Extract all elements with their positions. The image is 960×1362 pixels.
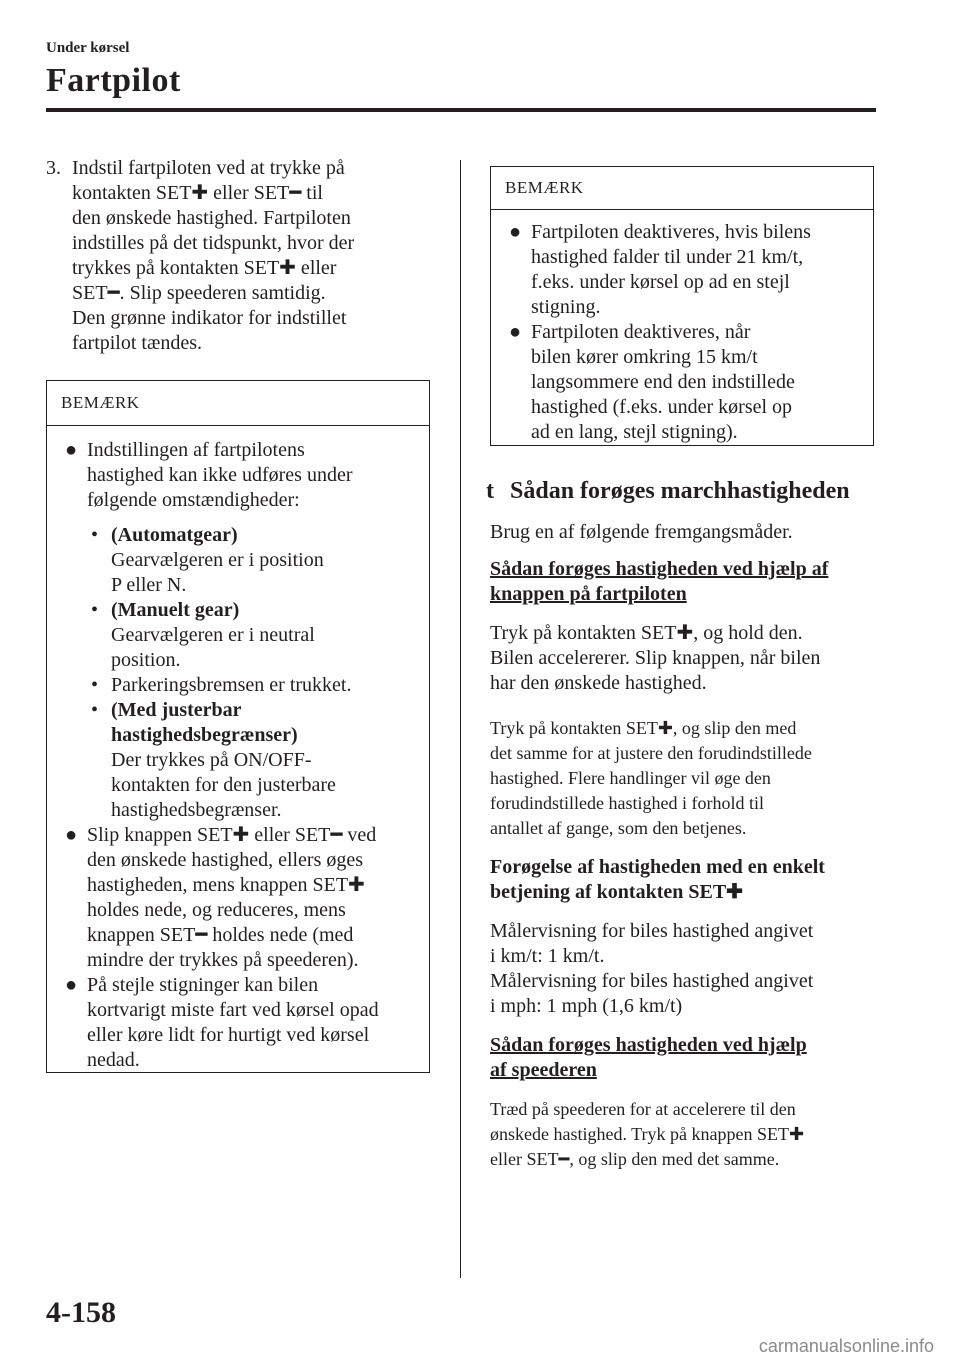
note-line: hastighedsbegrænser. (111, 799, 282, 821)
bullet-dot-icon: • (91, 674, 99, 696)
note-line: hastighed (f.eks. under kørsel op (531, 396, 793, 418)
note-subbullet (61, 673, 415, 698)
note-line: Der trykkes på ON/OFF- (111, 749, 312, 771)
note-heading: BEMÆRK (491, 167, 873, 210)
note-line: følgende omstændigheder: (87, 489, 300, 511)
note-line: langsommere end den indstillede (531, 371, 795, 393)
watermark: carmanualsonline.info (758, 1336, 934, 1356)
note-line: Parkeringsbremsen er trukket. (111, 674, 352, 696)
step-line: fartpilot tændes. (72, 332, 202, 354)
step-text (72, 156, 422, 356)
bullet-dot-icon: ● (509, 321, 522, 343)
note-subtitle: (Automatgear) (111, 524, 238, 546)
paragraph-line: Tryk på kontakten SET✚, og slip den med (490, 718, 797, 738)
note-line: kortvarigt miste fart ved kørsel opad (87, 999, 379, 1021)
note-line: holdes nede, og reduceres, mens (87, 899, 346, 921)
bullet-dot-icon: ● (65, 824, 78, 846)
step-line: Indstil fartpiloten ved at trykke på (72, 157, 345, 179)
note-line: eller køre lidt for hurtigt ved kørsel (87, 1024, 370, 1046)
bullet-dot-icon: • (91, 599, 99, 621)
note-line: Fartpiloten deaktiveres, når (531, 321, 751, 343)
note-line: knappen SET━ holdes nede (med (87, 924, 354, 946)
paragraph-line: forudindstillede hastighed i forhold til (490, 793, 764, 813)
step-line: den ønskede hastighed. Fartpiloten (72, 207, 351, 229)
bullet-dot-icon: ● (509, 221, 522, 243)
section-heading (486, 478, 850, 505)
paragraph-line: Målervisning for biles hastighed angivet (490, 970, 814, 992)
note-line: mindre der trykkes på speederen). (87, 949, 359, 971)
paragraph-line: eller SET━, og slip den med det samme. (490, 1149, 780, 1169)
paragraph-line: i km/t: 1 km/t. (490, 945, 605, 967)
note-line: På stejle stigninger kan bilen (87, 974, 319, 996)
note-line: bilen kører omkring 15 km/t (531, 346, 758, 368)
subheading-line: af speederen (490, 1059, 597, 1081)
paragraph-line: har den ønskede hastighed. (490, 672, 707, 694)
note-subtitle: hastighedsbegrænser) (111, 724, 298, 746)
note-line: stigning. (531, 296, 601, 318)
bold-heading-line: Forøgelse af hastigheden med en enkelt (490, 856, 825, 878)
note-line: ad en lang, stejl stigning). (531, 421, 738, 443)
step-line: indstilles på det tidspunkt, hvor der (72, 232, 355, 254)
bullet-dot-icon: ● (65, 974, 78, 996)
column-divider (460, 160, 461, 1278)
step-line: SET━. Slip speederen samtidig. (72, 282, 326, 304)
paragraph-tap (490, 716, 880, 841)
note-subbullet (61, 698, 415, 823)
note-line: Gearvælgeren er i neutral (111, 624, 315, 646)
bullet-dot-icon: • (91, 699, 99, 721)
note-line: Fartpiloten deaktiveres, hvis bilens (531, 221, 811, 243)
bold-heading-line: betjening af kontakten SET✚ (490, 881, 743, 903)
note-line: hastighed falder til under 21 km/t, (531, 246, 804, 268)
note-subbullet (61, 523, 415, 598)
note-line: Slip knappen SET✚ eller SET━ ved (87, 824, 377, 846)
note-bullet (505, 320, 859, 445)
note-heading: BEMÆRK (47, 381, 429, 426)
paragraph-line: hastighed. Flere handlinger vil øge den (490, 768, 771, 788)
note-box-left (46, 380, 430, 1073)
paragraph-line: i mph: 1 mph (1,6 km/t) (490, 995, 683, 1017)
paragraph-line: ønskede hastighed. Tryk på knappen SET✚ (490, 1124, 805, 1144)
section-heading-text: Sådan forøges marchhastigheden (510, 478, 850, 504)
paragraph-line: det samme for at justere den forudindstillede (490, 743, 812, 763)
paragraph-line: antallet af gange, som den betjenes. (490, 818, 747, 838)
title-rule (46, 108, 876, 112)
section-label: Under kørsel (46, 40, 130, 56)
bold-heading-single-press (490, 855, 880, 905)
note-box-right (490, 166, 874, 446)
note-subtitle: (Manuelt gear) (111, 599, 240, 621)
note-line: Indstillingen af fartpilotens (87, 439, 305, 461)
note-subbullet (61, 598, 415, 673)
note-body (491, 210, 873, 445)
note-subtitle: (Med justerbar (111, 699, 242, 721)
step-number: 3. (46, 157, 61, 179)
note-line: kontakten for den justerbare (111, 774, 336, 796)
note-line: position. (111, 649, 181, 671)
step-line: kontakten SET✚ eller SET━ til (72, 182, 323, 204)
paragraph-display (490, 919, 880, 1019)
note-line: hastighed kan ikke udføres under (87, 464, 353, 486)
note-line: Gearvælgeren er i position (111, 549, 324, 571)
bullet-dot-icon: ● (65, 439, 78, 461)
subheading-button-method (490, 557, 880, 607)
paragraph-accelerator (490, 1097, 880, 1172)
intro-text: Brug en af følgende fremgangsmåder. (490, 521, 793, 543)
note-bullet (505, 220, 859, 320)
paragraph-line: Bilen accelererer. Slip knappen, når bilen (490, 647, 821, 669)
page-number: 4-158 (46, 1296, 116, 1329)
note-line: f.eks. under kørsel op ad en stejl (531, 271, 790, 293)
subheading-line: Sådan forøges hastigheden ved hjælp af (490, 558, 829, 580)
note-line: hastigheden, mens knappen SET✚ (87, 874, 365, 896)
section-marker-icon: t (486, 478, 494, 504)
note-line: den ønskede hastighed, ellers øges (87, 849, 364, 871)
subheading-line: Sådan forøges hastigheden ved hjælp (490, 1034, 807, 1056)
note-body (47, 426, 429, 1073)
bullet-dot-icon: • (91, 524, 99, 546)
paragraph-line: Træd på speederen for at accelerere til den (490, 1099, 796, 1119)
subheading-line: knappen på fartpiloten (490, 583, 687, 605)
paragraph-line: Tryk på kontakten SET✚, og hold den. (490, 622, 803, 644)
note-bullet (61, 973, 415, 1073)
right-column-content (490, 520, 880, 1172)
paragraph-line: Målervisning for biles hastighed angivet (490, 920, 814, 942)
page-title: Fartpilot (46, 62, 181, 99)
note-line: nedad. (87, 1049, 140, 1071)
note-line: P eller N. (111, 574, 187, 596)
paragraph-hold (490, 621, 880, 696)
step-line: Den grønne indikator for indstillet (72, 307, 347, 329)
note-bullet (61, 823, 415, 973)
subheading-accelerator-method (490, 1033, 880, 1083)
step-line: trykkes på kontakten SET✚ eller (72, 257, 337, 279)
note-bullet (61, 438, 415, 513)
